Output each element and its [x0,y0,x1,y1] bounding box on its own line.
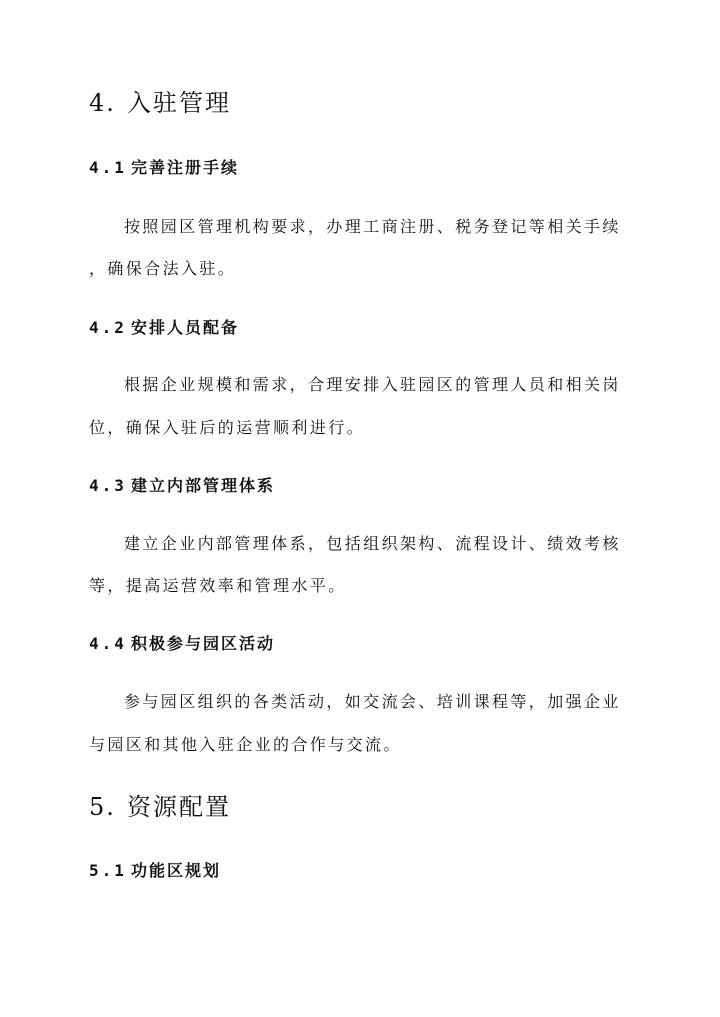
subsection-heading-4-2 [89,318,239,338]
subsection-title: 建立内部管理体系 [131,476,276,495]
paragraph-4-3 [89,534,634,596]
section-heading-4 [89,88,231,118]
subsection-number: 5.1 [89,861,127,880]
subsection-number: 4.1 [89,158,127,177]
subsection-number: 4.2 [89,318,127,337]
subsection-number: 4.3 [89,476,127,495]
subsection-title: 安排人员配备 [131,318,240,337]
subsection-number: 4.4 [89,634,127,653]
paragraph-line: 参与园区组织的各类活动，如交流会、培训课程等，加强企业 [124,692,621,711]
subsection-title: 积极参与园区活动 [131,634,276,653]
subsection-title: 完善注册手续 [131,158,240,177]
subsection-heading-4-3 [89,476,275,496]
subsection-heading-5-1 [89,861,221,881]
section-heading-5 [89,792,231,822]
paragraph-line: 与园区和其他入驻企业的合作与交流。 [89,735,402,754]
section-number: 4. [89,89,116,117]
paragraph-4-4 [89,692,634,755]
paragraph-line: ，确保合法入驻。 [89,259,237,278]
section-title: 资源配置 [127,793,231,821]
paragraph-line: 位，确保入驻后的运营顺利进行。 [89,418,366,437]
section-title: 入驻管理 [127,89,231,117]
paragraph-4-1 [89,217,634,279]
paragraph-line: 等，提高运营效率和管理水平。 [89,576,347,595]
section-number: 5. [89,793,116,821]
subsection-title: 功能区规划 [131,861,222,880]
paragraph-line: 建立企业内部管理体系，包括组织架构、流程设计、绩效考核 [124,534,621,553]
paragraph-line: 根据企业规模和需求，合理安排入驻园区的管理人员和相关岗 [124,375,621,394]
paragraph-4-2 [89,375,634,438]
paragraph-line: 按照园区管理机构要求，办理工商注册、税务登记等相关手续 [124,217,621,236]
subsection-heading-4-4 [89,634,275,654]
subsection-heading-4-1 [89,158,239,178]
